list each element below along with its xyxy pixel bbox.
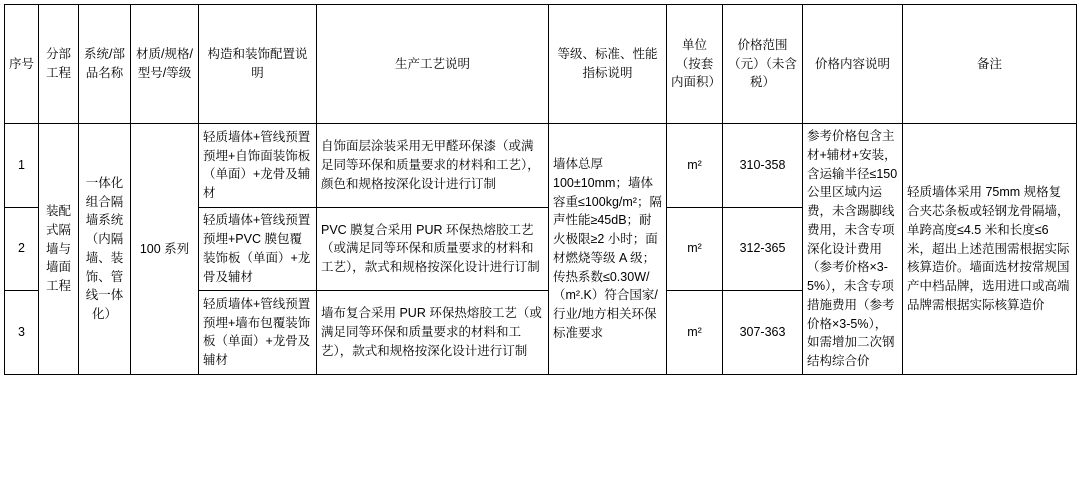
column-header-division: 分部工程 [39, 5, 79, 124]
cell-material: 100 系列 [131, 124, 199, 375]
header-row [5, 5, 1077, 124]
cell-seq: 2 [5, 207, 39, 291]
column-header-material: 材质/规格/型号/等级 [131, 5, 199, 124]
cell-price-range: 312-365 [723, 207, 803, 291]
cell-system: 一体化组合隔墙系统（内隔墙、装饰、管线一体化） [79, 124, 131, 375]
cell-price-description: 参考价格包含主材+辅材+安装，含运输半径≤150 公里区域内运费，未含踢脚线费用，未含专项深化设计费用（参考价格×3-5%），未含专项措施费用（参考价格×3-5%），如需增加二次钢结构综合价 [803, 124, 903, 375]
column-header-system: 系统/部品名称 [79, 5, 131, 124]
column-header-note: 备注 [903, 5, 1077, 124]
table-row [5, 124, 1077, 208]
cell-process: PVC 膜复合采用 PUR 环保热熔胶工艺（或满足同等环保和质量要求的材料和工艺），款式和规格按深化设计进行订制 [317, 207, 549, 291]
cell-unit: m² [667, 124, 723, 208]
cell-seq: 3 [5, 291, 39, 375]
cell-configuration: 轻质墙体+管线预置预埋+墙布包覆装饰板（单面）+龙骨及辅材 [199, 291, 317, 375]
column-header-price-range: 价格范围（元）（未含税） [723, 5, 803, 124]
column-header-standard: 等级、标准、性能指标说明 [549, 5, 667, 124]
cell-price-range: 307-363 [723, 291, 803, 375]
column-header-configuration: 构造和装饰配置说明 [199, 5, 317, 124]
table-body [5, 124, 1077, 375]
specification-table [4, 4, 1077, 375]
cell-process: 墙布复合采用 PUR 环保热熔胶工艺（或满足同等环保和质量要求的材料和工艺），款式和规格按深化设计进行订制 [317, 291, 549, 375]
cell-unit: m² [667, 291, 723, 375]
cell-configuration: 轻质墙体+管线预置预埋+PVC 膜包覆装饰板（单面）+龙骨及辅材 [199, 207, 317, 291]
column-header-unit: 单位（按套内面积） [667, 5, 723, 124]
cell-note: 轻质墙体采用 75mm 规格复合夹芯条板或轻钢龙骨隔墙，单跨高度≤4.5 米和长度≤6 米，超出上述范围需根据实际核算造价。墙面选材按常规国产中档品牌，选用进口或高端品牌需根据实际核算造价 [903, 124, 1077, 375]
cell-standard: 墙体总厚 100±10mm；墙体容重≤100kg/m²；隔声性能≥45dB；耐火极限≥2 小时；面材燃烧等级 A 级；传热系数≤0.30W/（m².K）符合国家/行业/地方相关环保标准要求 [549, 124, 667, 375]
cell-seq: 1 [5, 124, 39, 208]
cell-price-range: 310-358 [723, 124, 803, 208]
table-header [5, 5, 1077, 124]
cell-configuration: 轻质墙体+管线预置预埋+自饰面装饰板（单面）+龙骨及辅材 [199, 124, 317, 208]
cell-division: 装配式隔墙与墙面工程 [39, 124, 79, 375]
cell-unit: m² [667, 207, 723, 291]
column-header-seq: 序号 [5, 5, 39, 124]
cell-process: 自饰面层涂装采用无甲醛环保漆（或满足同等环保和质量要求的材料和工艺），颜色和规格按深化设计进行订制 [317, 124, 549, 208]
column-header-process: 生产工艺说明 [317, 5, 549, 124]
column-header-price-description: 价格内容说明 [803, 5, 903, 124]
